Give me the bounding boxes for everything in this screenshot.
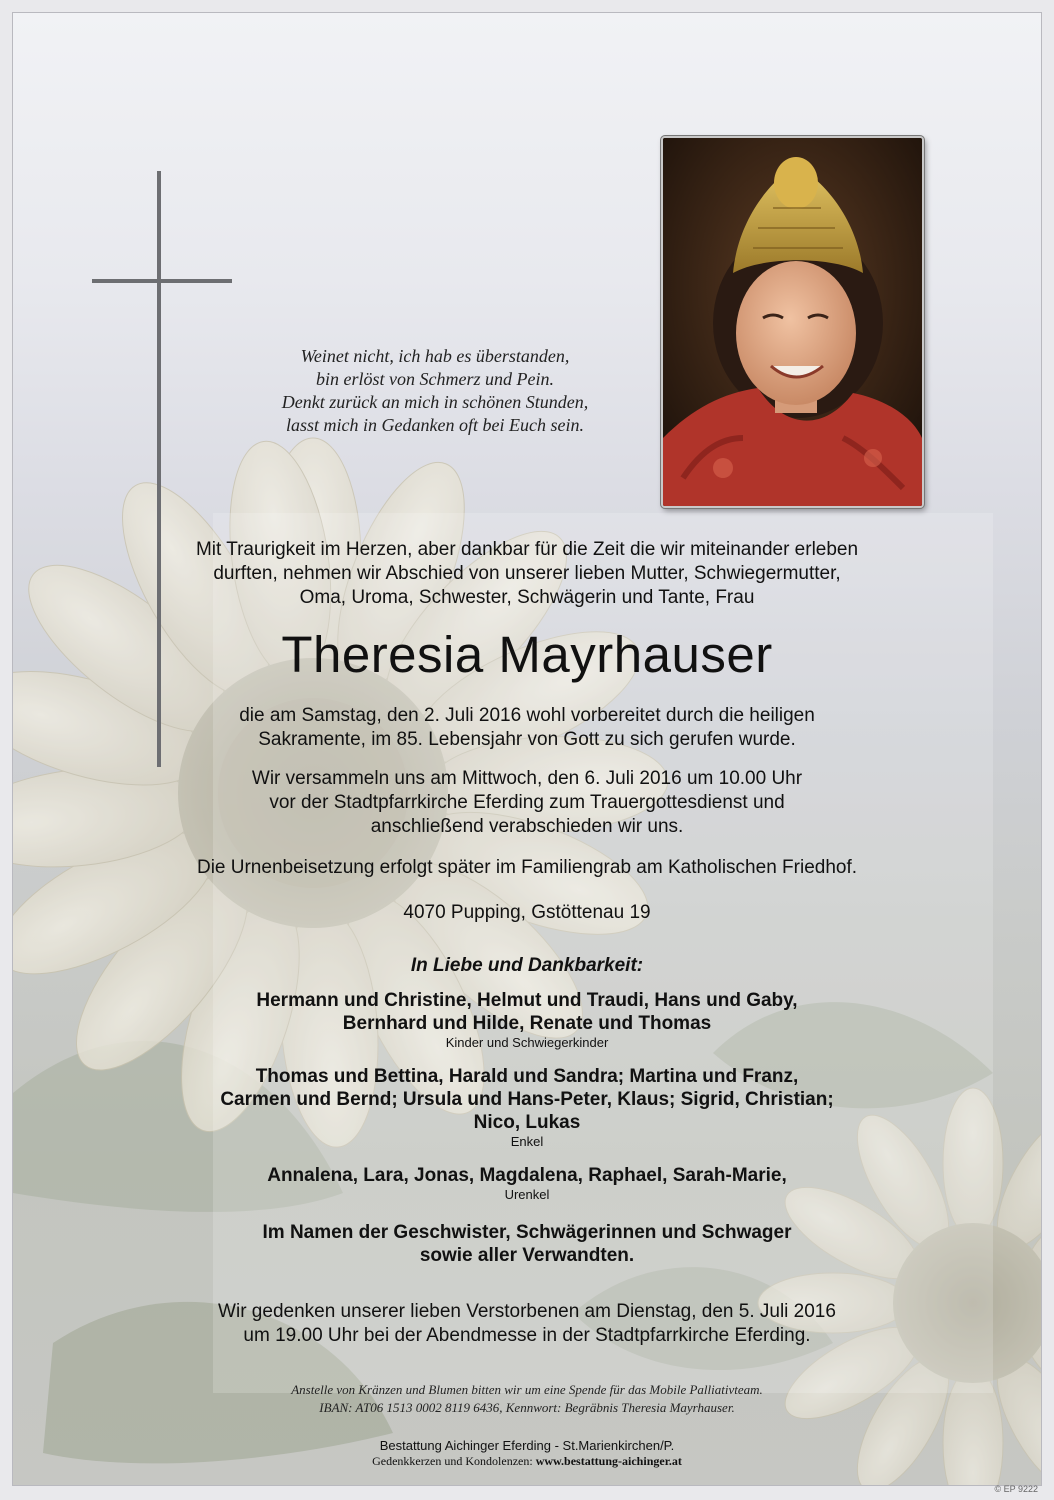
mourners-great-grandchildren [13, 1164, 1041, 1203]
death-notice [13, 704, 1041, 752]
death-notice-line: die am Samstag, den 2. Juli 2016 wohl vorbereitet durch die heiligen [239, 705, 815, 726]
poem-line: Denkt zurück an mich in schönen Stunden, [281, 392, 589, 412]
portrait-photo [661, 136, 924, 508]
mourner-line: Nico, Lukas [473, 1112, 581, 1133]
mourners-siblings [13, 1221, 1041, 1267]
funeral-info [13, 767, 1041, 839]
poem-line: lasst mich in Gedanken oft bei Euch sein. [286, 415, 584, 435]
poem-line: bin erlöst von Schmerz und Pein. [316, 369, 554, 389]
intro-line: durften, nehmen wir Abschied von unserer lieben Mutter, Schwiegermutter, [213, 563, 841, 584]
intro-text [13, 538, 1041, 610]
undertaker-name: Bestattung Aichinger Eferding - St.Marienkirchen/P. [379, 1438, 675, 1453]
memorial-mass-info [13, 1300, 1041, 1348]
memorial-line: um 19.00 Uhr bei der Abendmesse in der Stadtpfarrkirche Eferding. [243, 1325, 811, 1346]
condolence-line [13, 1454, 1041, 1469]
print-code: © EP 9222 [994, 1484, 1038, 1494]
donation-line: IBAN: AT06 1513 0002 8119 6436, Kennwort: Begräbnis Theresia Mayrhauser. [319, 1400, 735, 1415]
thanks-heading: In Liebe und Dankbarkeit: [410, 955, 644, 976]
condolence-label: Gedenkkerzen und Kondolenzen: [372, 1454, 536, 1468]
mourner-line: Hermann und Christine, Helmut und Traudi, Hans und Gaby, [256, 990, 798, 1011]
mourners-grandchildren [13, 1065, 1041, 1150]
mourner-line: Annalena, Lara, Jonas, Magdalena, Raphael, Sarah-Marie, [267, 1165, 787, 1186]
website-link[interactable]: www.bestattung-aichinger.at [535, 1454, 682, 1468]
donation-note [13, 1381, 1041, 1417]
funeral-line: Wir versammeln uns am Mittwoch, den 6. Juli 2016 um 10.00 Uhr [251, 768, 803, 789]
mourner-line: Thomas und Bettina, Harald und Sandra; Martina und Franz, [255, 1066, 799, 1087]
mourner-line: Carmen und Bernd; Ursula und Hans-Peter, Klaus; Sigrid, Christian; [220, 1089, 834, 1110]
mourner-role: Kinder und Schwiegerkinder [445, 1035, 609, 1050]
family-address: 4070 Pupping, Gstöttenau 19 [403, 902, 651, 923]
mourner-role: Enkel [510, 1134, 544, 1149]
intro-line: Mit Traurigkeit im Herzen, aber dankbar für die Zeit die wir miteinander erleben [195, 539, 859, 560]
mourner-line: Bernhard und Hilde, Renate und Thomas [342, 1013, 712, 1034]
urn-burial-info: Die Urnenbeisetzung erfolgt später im Familiengrab am Katholischen Friedhof. [196, 857, 858, 878]
deceased-name: Theresia Mayrhauser [281, 626, 773, 683]
intro-line: Oma, Uroma, Schwester, Schwägerin und Tante, Frau [299, 587, 755, 608]
cross-horizontal-bar [92, 279, 232, 283]
mourner-role: Urenkel [504, 1187, 550, 1202]
mourner-line: sowie aller Verwandten. [419, 1245, 635, 1266]
donation-line: Anstelle von Kränzen und Blumen bitten wir um eine Spende für das Mobile Palliativteam. [291, 1382, 763, 1397]
obituary-card [12, 12, 1042, 1486]
death-notice-line: Sakramente, im 85. Lebensjahr von Gott zu sich gerufen wurde. [258, 729, 796, 750]
mourner-line: Im Namen der Geschwister, Schwägerinnen und Schwager [262, 1222, 792, 1243]
poem-line: Weinet nicht, ich hab es überstanden, [300, 346, 570, 366]
mourners-children [13, 989, 1041, 1051]
poem [233, 345, 637, 437]
funeral-line: vor der Stadtpfarrkirche Eferding zum Trauergottesdienst und [269, 792, 785, 813]
memorial-line: Wir gedenken unserer lieben Verstorbenen am Dienstag, den 5. Juli 2016 [218, 1301, 836, 1322]
funeral-line: anschließend verabschieden wir uns. [370, 816, 684, 837]
